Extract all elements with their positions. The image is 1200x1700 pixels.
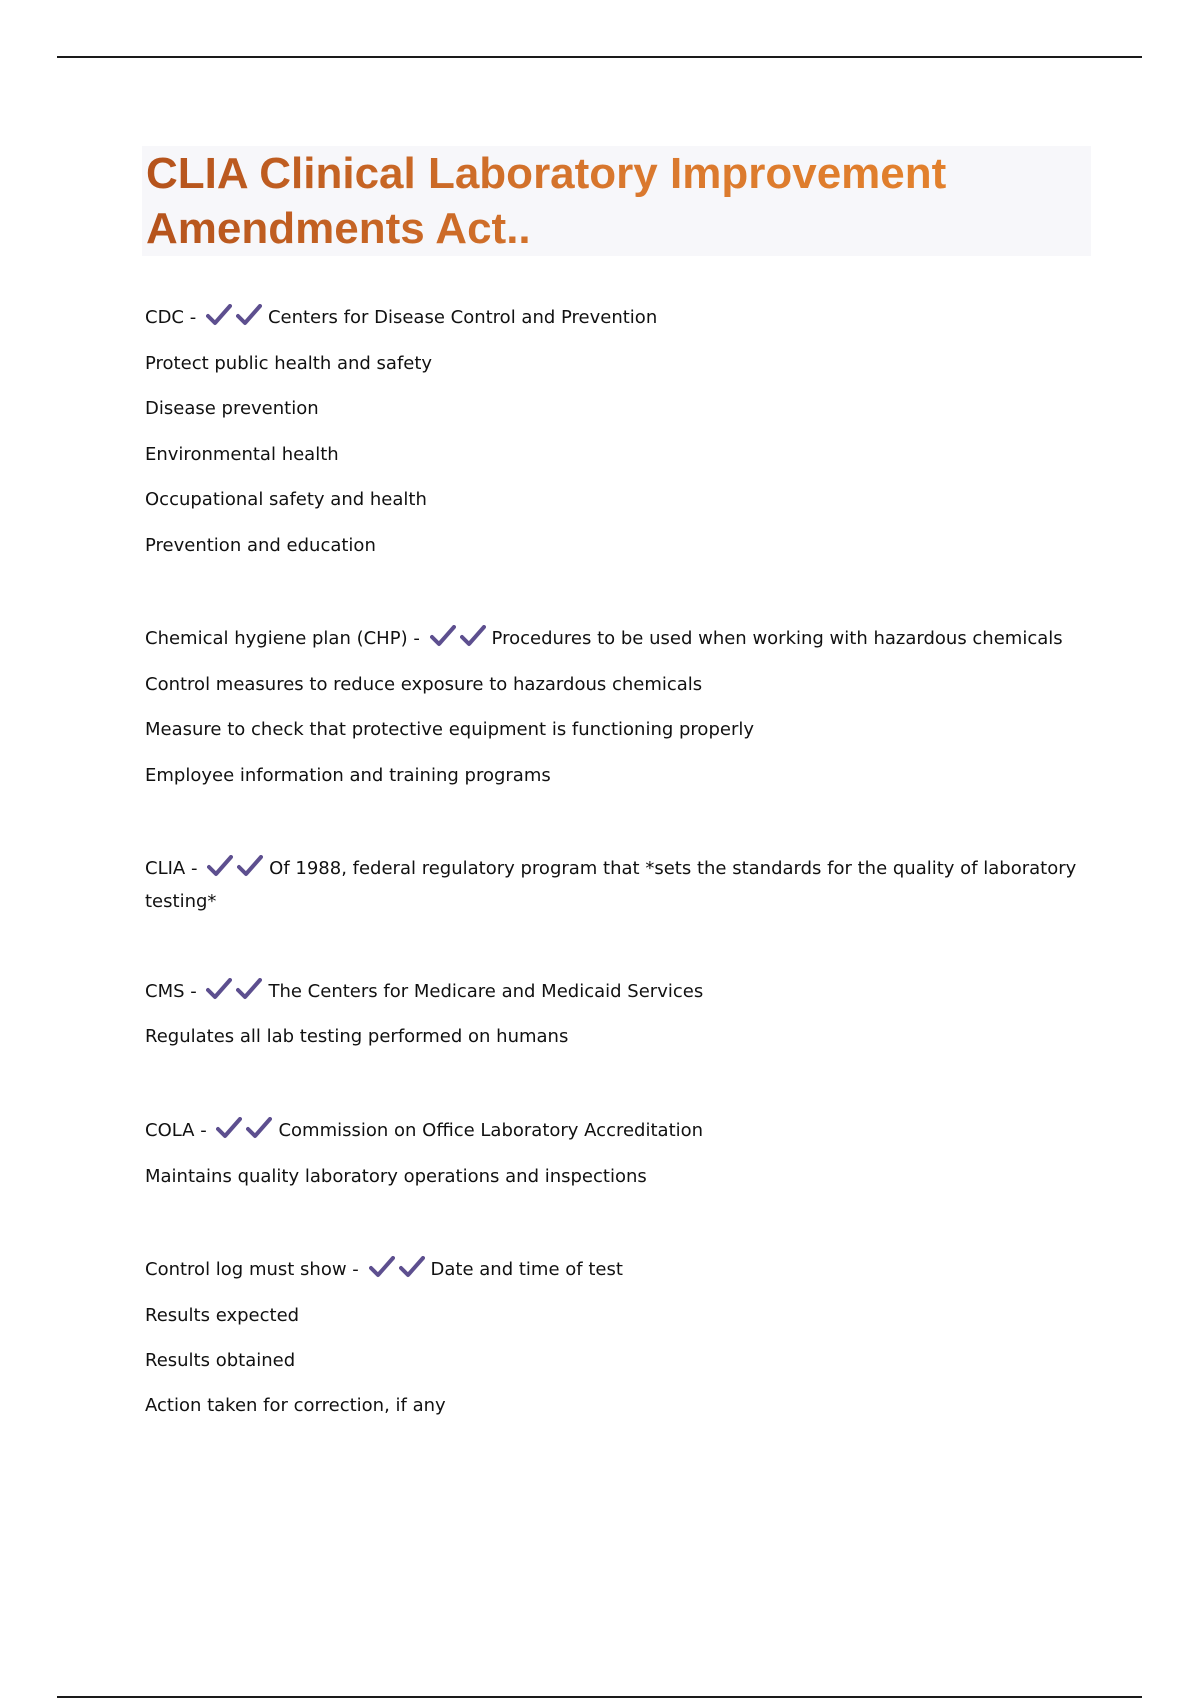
title-block	[142, 146, 1091, 256]
check-icon	[237, 855, 263, 877]
double-check-icons	[206, 978, 266, 1010]
entry-term: COLA -	[145, 1120, 207, 1141]
check-icon	[236, 978, 262, 1000]
check-icon	[216, 1117, 242, 1139]
top-rule	[57, 56, 1142, 58]
check-icon	[207, 855, 233, 877]
entry-detail: Measure to check that protective equipment is functioning properly	[145, 719, 755, 740]
check-icon	[206, 304, 232, 326]
double-check-icons	[369, 1256, 429, 1288]
entry-definition: Commission on Office Laboratory Accreditation	[278, 1120, 704, 1141]
double-check-icons	[216, 1117, 276, 1149]
entry-detail: Environmental health	[145, 444, 339, 465]
entry-detail: Prevention and education	[145, 535, 376, 556]
double-check-icons	[430, 625, 490, 657]
entry-heading	[145, 303, 1085, 336]
bottom-rule	[57, 1696, 1142, 1698]
entry-detail: Maintains quality laboratory operations and inspections	[145, 1166, 647, 1187]
check-icon	[399, 1256, 425, 1278]
entry-heading	[145, 624, 1085, 657]
check-icon	[430, 625, 456, 647]
entry-detail: Regulates all lab testing performed on humans	[145, 1026, 569, 1047]
entry-detail: Employee information and training programs	[145, 765, 551, 786]
entry-definition: Centers for Disease Control and Prevention	[267, 307, 658, 328]
entry-detail: Action taken for correction, if any	[145, 1395, 446, 1416]
entry-detail: Control measures to reduce exposure to hazardous chemicals	[145, 674, 703, 695]
entry-definition: Procedures to be used when working with hazardous chemicals	[491, 628, 1063, 649]
entry-detail: Disease prevention	[145, 398, 319, 419]
entry-term: Control log must show -	[145, 1259, 359, 1280]
entry-heading	[145, 854, 1085, 917]
entry-detail: Occupational safety and health	[145, 489, 427, 510]
entry-term: Chemical hygiene plan (CHP) -	[145, 628, 420, 649]
entry-term: CLIA -	[145, 858, 198, 879]
entry-term: CMS -	[145, 981, 197, 1002]
entry-heading	[145, 1255, 1085, 1288]
entry-detail: Results obtained	[145, 1350, 296, 1371]
check-icon	[246, 1117, 272, 1139]
entry-definition: Date and time of test	[430, 1259, 623, 1280]
entry-detail: Protect public health and safety	[145, 353, 433, 374]
entry-definition: The Centers for Medicare and Medicaid Services	[268, 981, 704, 1002]
check-icon	[206, 978, 232, 1000]
entry-term: CDC -	[145, 307, 197, 328]
check-icon	[460, 625, 486, 647]
double-check-icons	[207, 855, 267, 887]
double-check-icons	[206, 304, 266, 336]
entry-definition: Of 1988, federal regulatory program that *sets the standards for the quality of laboratory testing*	[145, 858, 1077, 912]
check-icon	[236, 304, 262, 326]
entry-heading	[145, 1116, 1085, 1149]
document-title: CLIA Clinical Laboratory Improvement Amendments Act..	[146, 146, 1087, 256]
entry-detail: Results expected	[145, 1305, 300, 1326]
entry-heading	[145, 977, 1085, 1010]
check-icon	[369, 1256, 395, 1278]
